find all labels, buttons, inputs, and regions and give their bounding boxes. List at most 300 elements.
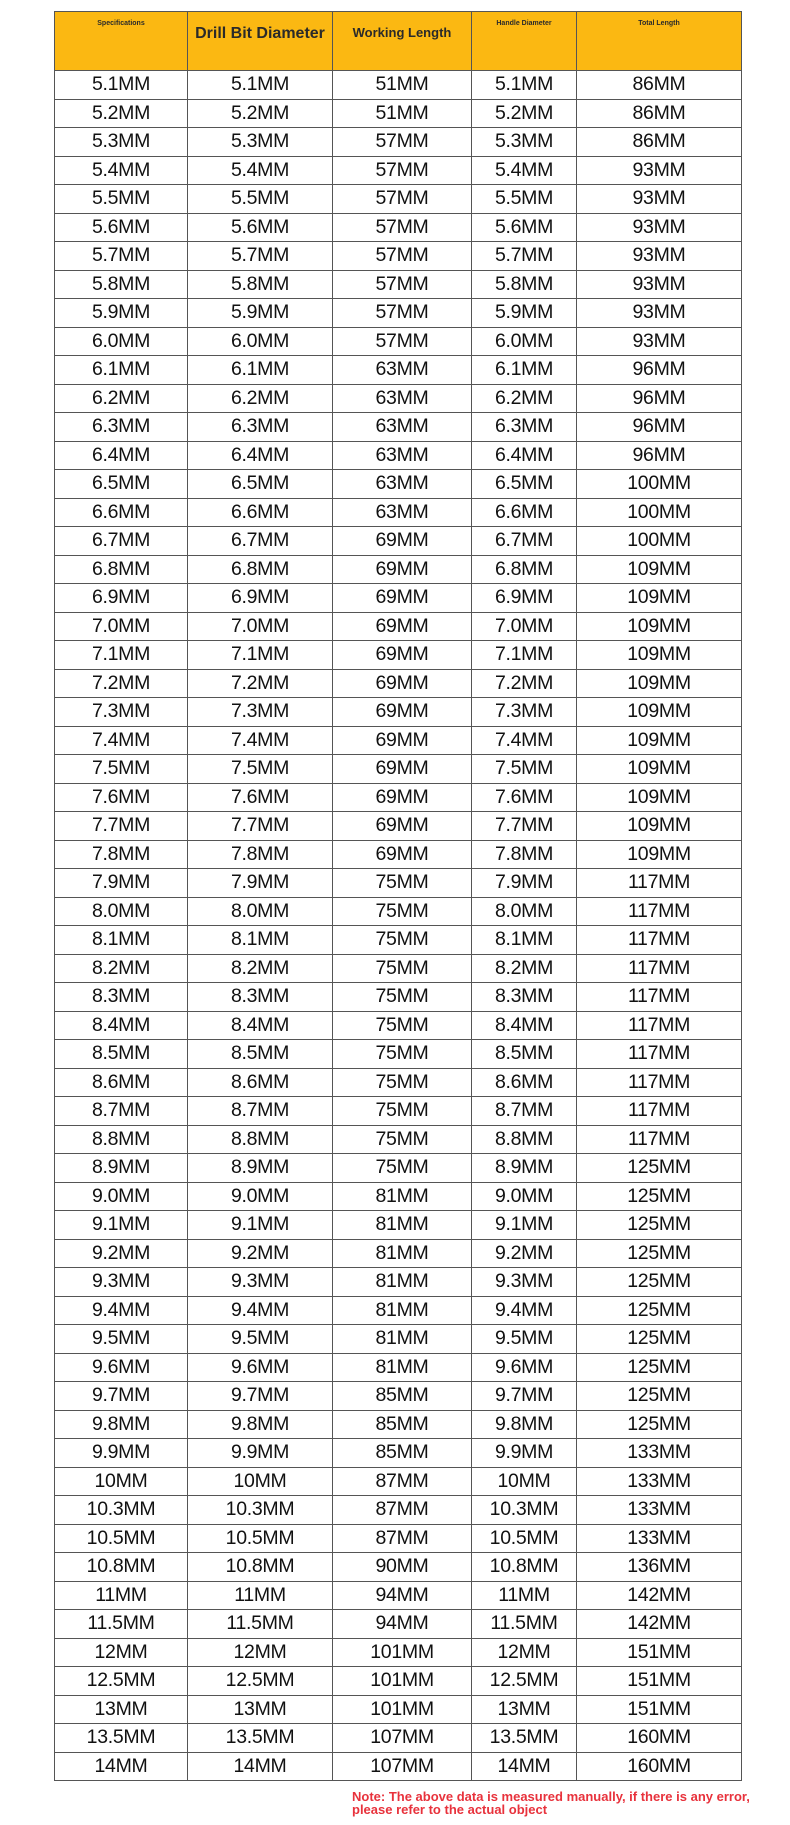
cell-total-length: 125MM — [577, 1182, 742, 1211]
cell-specification: 6.7MM — [55, 527, 188, 556]
cell-working-length: 63MM — [333, 470, 472, 499]
cell-total-length: 125MM — [577, 1268, 742, 1297]
cell-working-length: 101MM — [333, 1667, 472, 1696]
table-row — [55, 1040, 742, 1069]
cell-drill-bit-diameter: 10.5MM — [188, 1524, 333, 1553]
cell-specification: 7.8MM — [55, 840, 188, 869]
cell-specification: 5.9MM — [55, 299, 188, 328]
table-row — [55, 783, 742, 812]
cell-working-length: 81MM — [333, 1353, 472, 1382]
header-drill-bit-diameter: Drill Bit Diameter — [188, 12, 333, 71]
cell-working-length: 87MM — [333, 1496, 472, 1525]
cell-working-length: 57MM — [333, 213, 472, 242]
cell-total-length: 109MM — [577, 812, 742, 841]
table-row — [55, 1467, 742, 1496]
cell-handle-diameter: 6.2MM — [472, 384, 577, 413]
cell-specification: 7.5MM — [55, 755, 188, 784]
table-row — [55, 213, 742, 242]
cell-total-length: 125MM — [577, 1325, 742, 1354]
cell-total-length: 93MM — [577, 156, 742, 185]
cell-handle-diameter: 8.3MM — [472, 983, 577, 1012]
cell-handle-diameter: 5.4MM — [472, 156, 577, 185]
cell-total-length: 133MM — [577, 1496, 742, 1525]
table-row — [55, 641, 742, 670]
cell-handle-diameter: 5.3MM — [472, 128, 577, 157]
cell-specification: 7.7MM — [55, 812, 188, 841]
cell-total-length: 117MM — [577, 1097, 742, 1126]
cell-handle-diameter: 9.1MM — [472, 1211, 577, 1240]
cell-specification: 8.0MM — [55, 897, 188, 926]
cell-handle-diameter: 6.4MM — [472, 441, 577, 470]
cell-drill-bit-diameter: 5.8MM — [188, 270, 333, 299]
cell-working-length: 63MM — [333, 498, 472, 527]
cell-specification: 9.6MM — [55, 1353, 188, 1382]
cell-drill-bit-diameter: 11.5MM — [188, 1610, 333, 1639]
cell-drill-bit-diameter: 8.8MM — [188, 1125, 333, 1154]
cell-working-length: 57MM — [333, 128, 472, 157]
table-row — [55, 1524, 742, 1553]
cell-specification: 5.7MM — [55, 242, 188, 271]
cell-specification: 5.3MM — [55, 128, 188, 157]
cell-drill-bit-diameter: 6.7MM — [188, 527, 333, 556]
cell-specification: 5.8MM — [55, 270, 188, 299]
table-row — [55, 812, 742, 841]
cell-total-length: 109MM — [577, 612, 742, 641]
table-row — [55, 1610, 742, 1639]
header-specifications: Specifications — [55, 12, 188, 71]
cell-drill-bit-diameter: 6.4MM — [188, 441, 333, 470]
cell-working-length: 69MM — [333, 555, 472, 584]
cell-working-length: 75MM — [333, 983, 472, 1012]
cell-working-length: 69MM — [333, 755, 472, 784]
cell-working-length: 81MM — [333, 1325, 472, 1354]
cell-total-length: 117MM — [577, 983, 742, 1012]
cell-working-length: 75MM — [333, 1040, 472, 1069]
cell-handle-diameter: 5.5MM — [472, 185, 577, 214]
cell-specification: 9.5MM — [55, 1325, 188, 1354]
cell-working-length: 57MM — [333, 156, 472, 185]
cell-specification: 8.5MM — [55, 1040, 188, 1069]
cell-specification: 5.4MM — [55, 156, 188, 185]
cell-drill-bit-diameter: 6.6MM — [188, 498, 333, 527]
table-row — [55, 1353, 742, 1382]
cell-total-length: 100MM — [577, 527, 742, 556]
cell-total-length: 125MM — [577, 1296, 742, 1325]
cell-drill-bit-diameter: 9.8MM — [188, 1410, 333, 1439]
cell-total-length: 117MM — [577, 869, 742, 898]
cell-working-length: 90MM — [333, 1553, 472, 1582]
cell-working-length: 85MM — [333, 1382, 472, 1411]
cell-handle-diameter: 5.7MM — [472, 242, 577, 271]
cell-working-length: 81MM — [333, 1268, 472, 1297]
cell-specification: 5.6MM — [55, 213, 188, 242]
table-row — [55, 299, 742, 328]
cell-working-length: 81MM — [333, 1182, 472, 1211]
cell-handle-diameter: 5.6MM — [472, 213, 577, 242]
table-row — [55, 1667, 742, 1696]
cell-handle-diameter: 9.7MM — [472, 1382, 577, 1411]
cell-specification: 9.2MM — [55, 1239, 188, 1268]
table-row — [55, 1695, 742, 1724]
table-row — [55, 270, 742, 299]
cell-working-length: 69MM — [333, 783, 472, 812]
table-row — [55, 1752, 742, 1781]
cell-handle-diameter: 5.8MM — [472, 270, 577, 299]
cell-drill-bit-diameter: 9.9MM — [188, 1439, 333, 1468]
cell-drill-bit-diameter: 8.2MM — [188, 954, 333, 983]
cell-total-length: 109MM — [577, 669, 742, 698]
cell-handle-diameter: 6.9MM — [472, 584, 577, 613]
cell-specification: 13MM — [55, 1695, 188, 1724]
cell-specification: 8.1MM — [55, 926, 188, 955]
cell-handle-diameter: 10.5MM — [472, 1524, 577, 1553]
table-row — [55, 755, 742, 784]
cell-total-length: 125MM — [577, 1353, 742, 1382]
cell-total-length: 133MM — [577, 1439, 742, 1468]
cell-working-length: 57MM — [333, 242, 472, 271]
cell-drill-bit-diameter: 5.9MM — [188, 299, 333, 328]
table-row — [55, 384, 742, 413]
cell-total-length: 151MM — [577, 1695, 742, 1724]
table-body — [55, 71, 742, 1781]
cell-total-length: 96MM — [577, 441, 742, 470]
cell-working-length: 75MM — [333, 1097, 472, 1126]
cell-handle-diameter: 9.2MM — [472, 1239, 577, 1268]
table-row — [55, 185, 742, 214]
cell-working-length: 75MM — [333, 1125, 472, 1154]
cell-specification: 7.6MM — [55, 783, 188, 812]
cell-handle-diameter: 7.5MM — [472, 755, 577, 784]
table-row — [55, 1239, 742, 1268]
cell-specification: 6.9MM — [55, 584, 188, 613]
table-row — [55, 1211, 742, 1240]
cell-total-length: 86MM — [577, 128, 742, 157]
cell-handle-diameter: 5.1MM — [472, 71, 577, 100]
cell-total-length: 117MM — [577, 897, 742, 926]
cell-handle-diameter: 13.5MM — [472, 1724, 577, 1753]
cell-specification: 9.3MM — [55, 1268, 188, 1297]
cell-total-length: 93MM — [577, 213, 742, 242]
cell-specification: 14MM — [55, 1752, 188, 1781]
cell-total-length: 151MM — [577, 1667, 742, 1696]
cell-drill-bit-diameter: 12MM — [188, 1638, 333, 1667]
cell-working-length: 63MM — [333, 384, 472, 413]
cell-total-length: 109MM — [577, 698, 742, 727]
cell-specification: 12.5MM — [55, 1667, 188, 1696]
cell-handle-diameter: 8.0MM — [472, 897, 577, 926]
cell-drill-bit-diameter: 7.4MM — [188, 726, 333, 755]
cell-working-length: 94MM — [333, 1581, 472, 1610]
cell-handle-diameter: 7.4MM — [472, 726, 577, 755]
table-row — [55, 527, 742, 556]
cell-working-length: 69MM — [333, 812, 472, 841]
cell-handle-diameter: 8.7MM — [472, 1097, 577, 1126]
cell-drill-bit-diameter: 5.6MM — [188, 213, 333, 242]
cell-working-length: 87MM — [333, 1467, 472, 1496]
table-row — [55, 1125, 742, 1154]
cell-drill-bit-diameter: 5.5MM — [188, 185, 333, 214]
cell-working-length: 69MM — [333, 527, 472, 556]
cell-working-length: 81MM — [333, 1296, 472, 1325]
cell-drill-bit-diameter: 8.5MM — [188, 1040, 333, 1069]
table-row — [55, 327, 742, 356]
cell-drill-bit-diameter: 8.7MM — [188, 1097, 333, 1126]
table-row — [55, 698, 742, 727]
cell-total-length: 86MM — [577, 99, 742, 128]
cell-working-length: 51MM — [333, 71, 472, 100]
cell-total-length: 160MM — [577, 1752, 742, 1781]
cell-drill-bit-diameter: 5.1MM — [188, 71, 333, 100]
cell-total-length: 117MM — [577, 1125, 742, 1154]
table-row — [55, 954, 742, 983]
cell-drill-bit-diameter: 9.3MM — [188, 1268, 333, 1297]
table-row — [55, 242, 742, 271]
cell-total-length: 117MM — [577, 954, 742, 983]
cell-specification: 6.5MM — [55, 470, 188, 499]
table-row — [55, 99, 742, 128]
cell-handle-diameter: 9.8MM — [472, 1410, 577, 1439]
cell-working-length: 63MM — [333, 441, 472, 470]
table-row — [55, 983, 742, 1012]
cell-total-length: 160MM — [577, 1724, 742, 1753]
cell-specification: 6.4MM — [55, 441, 188, 470]
cell-specification: 8.2MM — [55, 954, 188, 983]
cell-working-length: 107MM — [333, 1752, 472, 1781]
cell-working-length: 75MM — [333, 869, 472, 898]
cell-working-length: 69MM — [333, 669, 472, 698]
table-row — [55, 897, 742, 926]
table-row — [55, 470, 742, 499]
cell-drill-bit-diameter: 7.2MM — [188, 669, 333, 698]
cell-handle-diameter: 11.5MM — [472, 1610, 577, 1639]
cell-working-length: 85MM — [333, 1410, 472, 1439]
cell-drill-bit-diameter: 9.5MM — [188, 1325, 333, 1354]
table-row — [55, 869, 742, 898]
cell-specification: 10.5MM — [55, 1524, 188, 1553]
cell-total-length: 93MM — [577, 327, 742, 356]
table-row — [55, 128, 742, 157]
cell-specification: 7.1MM — [55, 641, 188, 670]
cell-handle-diameter: 9.6MM — [472, 1353, 577, 1382]
table-row — [55, 1638, 742, 1667]
cell-drill-bit-diameter: 7.7MM — [188, 812, 333, 841]
cell-drill-bit-diameter: 13MM — [188, 1695, 333, 1724]
cell-working-length: 87MM — [333, 1524, 472, 1553]
cell-drill-bit-diameter: 8.3MM — [188, 983, 333, 1012]
table-row — [55, 1068, 742, 1097]
cell-total-length: 96MM — [577, 356, 742, 385]
table-row — [55, 840, 742, 869]
spec-table — [54, 11, 742, 1781]
table-row — [55, 1296, 742, 1325]
cell-drill-bit-diameter: 9.7MM — [188, 1382, 333, 1411]
cell-drill-bit-diameter: 9.2MM — [188, 1239, 333, 1268]
cell-handle-diameter: 6.5MM — [472, 470, 577, 499]
cell-total-length: 117MM — [577, 1011, 742, 1040]
cell-specification: 8.7MM — [55, 1097, 188, 1126]
table-row — [55, 1553, 742, 1582]
table-row — [55, 413, 742, 442]
cell-working-length: 75MM — [333, 897, 472, 926]
cell-working-length: 57MM — [333, 299, 472, 328]
cell-working-length: 63MM — [333, 356, 472, 385]
cell-working-length: 57MM — [333, 270, 472, 299]
cell-working-length: 69MM — [333, 840, 472, 869]
table-row — [55, 1097, 742, 1126]
cell-working-length: 69MM — [333, 612, 472, 641]
cell-drill-bit-diameter: 6.1MM — [188, 356, 333, 385]
cell-specification: 5.2MM — [55, 99, 188, 128]
cell-handle-diameter: 9.0MM — [472, 1182, 577, 1211]
cell-working-length: 69MM — [333, 584, 472, 613]
cell-specification: 6.8MM — [55, 555, 188, 584]
cell-drill-bit-diameter: 7.1MM — [188, 641, 333, 670]
cell-drill-bit-diameter: 8.1MM — [188, 926, 333, 955]
cell-total-length: 109MM — [577, 641, 742, 670]
cell-drill-bit-diameter: 6.3MM — [188, 413, 333, 442]
cell-handle-diameter: 6.3MM — [472, 413, 577, 442]
cell-drill-bit-diameter: 6.8MM — [188, 555, 333, 584]
cell-drill-bit-diameter: 9.4MM — [188, 1296, 333, 1325]
cell-drill-bit-diameter: 5.3MM — [188, 128, 333, 157]
cell-specification: 10MM — [55, 1467, 188, 1496]
cell-total-length: 86MM — [577, 71, 742, 100]
cell-handle-diameter: 7.3MM — [472, 698, 577, 727]
cell-working-length: 69MM — [333, 641, 472, 670]
cell-specification: 9.9MM — [55, 1439, 188, 1468]
cell-total-length: 125MM — [577, 1410, 742, 1439]
cell-handle-diameter: 7.8MM — [472, 840, 577, 869]
cell-drill-bit-diameter: 8.0MM — [188, 897, 333, 926]
cell-drill-bit-diameter: 5.4MM — [188, 156, 333, 185]
cell-total-length: 100MM — [577, 470, 742, 499]
cell-handle-diameter: 13MM — [472, 1695, 577, 1724]
cell-drill-bit-diameter: 11MM — [188, 1581, 333, 1610]
cell-drill-bit-diameter: 5.2MM — [188, 99, 333, 128]
cell-working-length: 63MM — [333, 413, 472, 442]
cell-drill-bit-diameter: 13.5MM — [188, 1724, 333, 1753]
cell-total-length: 117MM — [577, 926, 742, 955]
cell-total-length: 142MM — [577, 1581, 742, 1610]
cell-handle-diameter: 8.1MM — [472, 926, 577, 955]
table-row — [55, 1496, 742, 1525]
cell-drill-bit-diameter: 7.3MM — [188, 698, 333, 727]
cell-total-length: 136MM — [577, 1553, 742, 1582]
cell-working-length: 69MM — [333, 726, 472, 755]
table-row — [55, 1581, 742, 1610]
cell-specification: 8.9MM — [55, 1154, 188, 1183]
cell-total-length: 133MM — [577, 1467, 742, 1496]
cell-total-length: 125MM — [577, 1154, 742, 1183]
table-header — [55, 12, 742, 71]
cell-drill-bit-diameter: 9.1MM — [188, 1211, 333, 1240]
cell-handle-diameter: 9.3MM — [472, 1268, 577, 1297]
cell-working-length: 94MM — [333, 1610, 472, 1639]
cell-handle-diameter: 7.9MM — [472, 869, 577, 898]
table-row — [55, 156, 742, 185]
cell-handle-diameter: 8.2MM — [472, 954, 577, 983]
cell-total-length: 93MM — [577, 242, 742, 271]
cell-specification: 7.2MM — [55, 669, 188, 698]
cell-total-length: 125MM — [577, 1382, 742, 1411]
cell-total-length: 142MM — [577, 1610, 742, 1639]
table-row — [55, 555, 742, 584]
table-row — [55, 926, 742, 955]
cell-handle-diameter: 7.1MM — [472, 641, 577, 670]
header-working-length: Working Length — [333, 12, 472, 71]
cell-specification: 7.3MM — [55, 698, 188, 727]
cell-drill-bit-diameter: 5.7MM — [188, 242, 333, 271]
cell-drill-bit-diameter: 12.5MM — [188, 1667, 333, 1696]
table-row — [55, 356, 742, 385]
cell-specification: 6.6MM — [55, 498, 188, 527]
cell-handle-diameter: 10MM — [472, 1467, 577, 1496]
disclaimer-note: Note: The above data is measured manually, if there is any error, please refer to the actual object — [352, 1789, 750, 1817]
cell-total-length: 109MM — [577, 840, 742, 869]
cell-handle-diameter: 7.6MM — [472, 783, 577, 812]
cell-working-length: 69MM — [333, 698, 472, 727]
cell-handle-diameter: 5.2MM — [472, 99, 577, 128]
cell-total-length: 117MM — [577, 1040, 742, 1069]
cell-total-length: 93MM — [577, 185, 742, 214]
cell-handle-diameter: 10.8MM — [472, 1553, 577, 1582]
cell-handle-diameter: 5.9MM — [472, 299, 577, 328]
cell-specification: 9.8MM — [55, 1410, 188, 1439]
cell-handle-diameter: 6.1MM — [472, 356, 577, 385]
cell-specification: 8.3MM — [55, 983, 188, 1012]
cell-working-length: 75MM — [333, 1011, 472, 1040]
cell-specification: 10.8MM — [55, 1553, 188, 1582]
cell-total-length: 117MM — [577, 1068, 742, 1097]
cell-specification: 10.3MM — [55, 1496, 188, 1525]
cell-specification: 12MM — [55, 1638, 188, 1667]
table-row — [55, 1268, 742, 1297]
cell-total-length: 109MM — [577, 726, 742, 755]
cell-specification: 7.4MM — [55, 726, 188, 755]
cell-handle-diameter: 7.2MM — [472, 669, 577, 698]
cell-handle-diameter: 6.6MM — [472, 498, 577, 527]
cell-handle-diameter: 9.5MM — [472, 1325, 577, 1354]
cell-total-length: 109MM — [577, 783, 742, 812]
cell-specification: 8.8MM — [55, 1125, 188, 1154]
cell-handle-diameter: 6.7MM — [472, 527, 577, 556]
cell-specification: 6.2MM — [55, 384, 188, 413]
cell-handle-diameter: 10.3MM — [472, 1496, 577, 1525]
cell-handle-diameter: 11MM — [472, 1581, 577, 1610]
cell-working-length: 81MM — [333, 1239, 472, 1268]
cell-drill-bit-diameter: 9.6MM — [188, 1353, 333, 1382]
table-row — [55, 1724, 742, 1753]
cell-drill-bit-diameter: 10.8MM — [188, 1553, 333, 1582]
table-row — [55, 669, 742, 698]
cell-specification: 11.5MM — [55, 1610, 188, 1639]
cell-handle-diameter: 6.0MM — [472, 327, 577, 356]
cell-specification: 8.4MM — [55, 1011, 188, 1040]
cell-total-length: 125MM — [577, 1211, 742, 1240]
cell-handle-diameter: 8.9MM — [472, 1154, 577, 1183]
cell-drill-bit-diameter: 8.6MM — [188, 1068, 333, 1097]
cell-specification: 8.6MM — [55, 1068, 188, 1097]
cell-drill-bit-diameter: 7.6MM — [188, 783, 333, 812]
cell-specification: 6.1MM — [55, 356, 188, 385]
table-row — [55, 1182, 742, 1211]
table-row — [55, 726, 742, 755]
cell-specification: 11MM — [55, 1581, 188, 1610]
table-row — [55, 498, 742, 527]
cell-working-length: 75MM — [333, 1154, 472, 1183]
cell-working-length: 57MM — [333, 327, 472, 356]
cell-handle-diameter: 8.5MM — [472, 1040, 577, 1069]
